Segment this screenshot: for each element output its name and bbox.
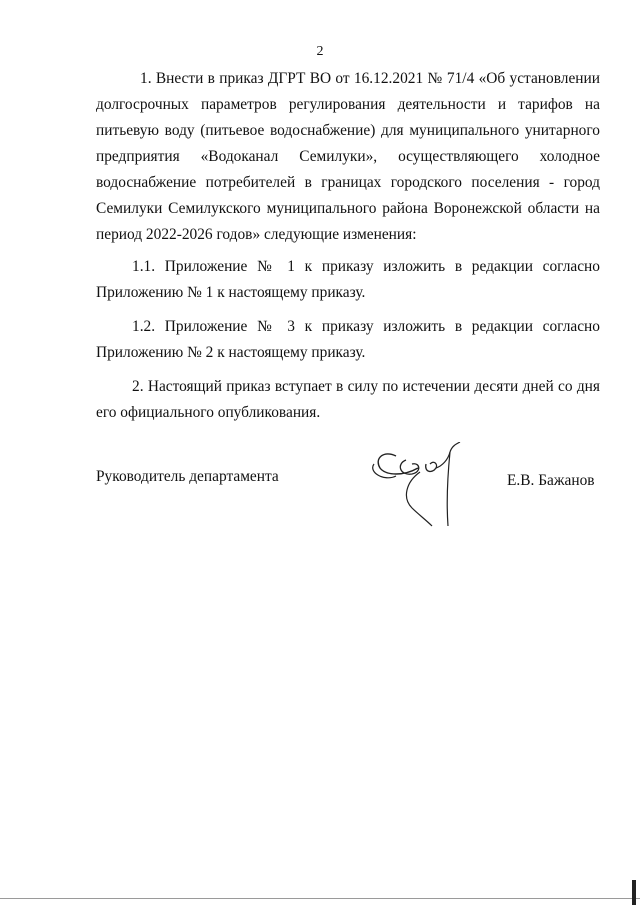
paragraph-1-1: 1.1. Приложение № 1 к приказу изложить в редакции согласно Приложению № 1 к настоящему приказу. — [96, 258, 600, 301]
signatory-title: Руководитель департамента — [96, 468, 279, 485]
document-body — [96, 66, 600, 434]
paragraph-1-2: 1.2. Приложение № 3 к приказу изложить в редакции согласно Приложению № 2 к настоящему приказу. — [96, 318, 600, 361]
page-number: 2 — [316, 44, 324, 59]
page-bottom-edge — [0, 898, 640, 899]
paragraph-2: 2. Настоящий приказ вступает в силу по истечении десяти дней со дня его официального опубликования. — [96, 378, 600, 421]
signature-block — [0, 466, 640, 556]
signatory-name: Е.В. Бажанов — [507, 472, 595, 489]
scan-edge-mark — [632, 880, 636, 905]
handwritten-signature — [366, 442, 476, 552]
paragraph-1: 1. Внести в приказ ДГРТ ВО от 16.12.2021 № 71/4 «Об установлении долгосрочных параметров регулирования деятельности и тарифов на питьевую воду (питьевое водоснабжение) для муниципального унитарного предприятия «Водоканал Семилуки», осуществляющего холодное водоснабжение потребителей в границах городского поселения - город Семилуки Семилукского муниципального района Воронежской области на период 2022-2026 годов» следующие изменения: — [96, 70, 600, 243]
